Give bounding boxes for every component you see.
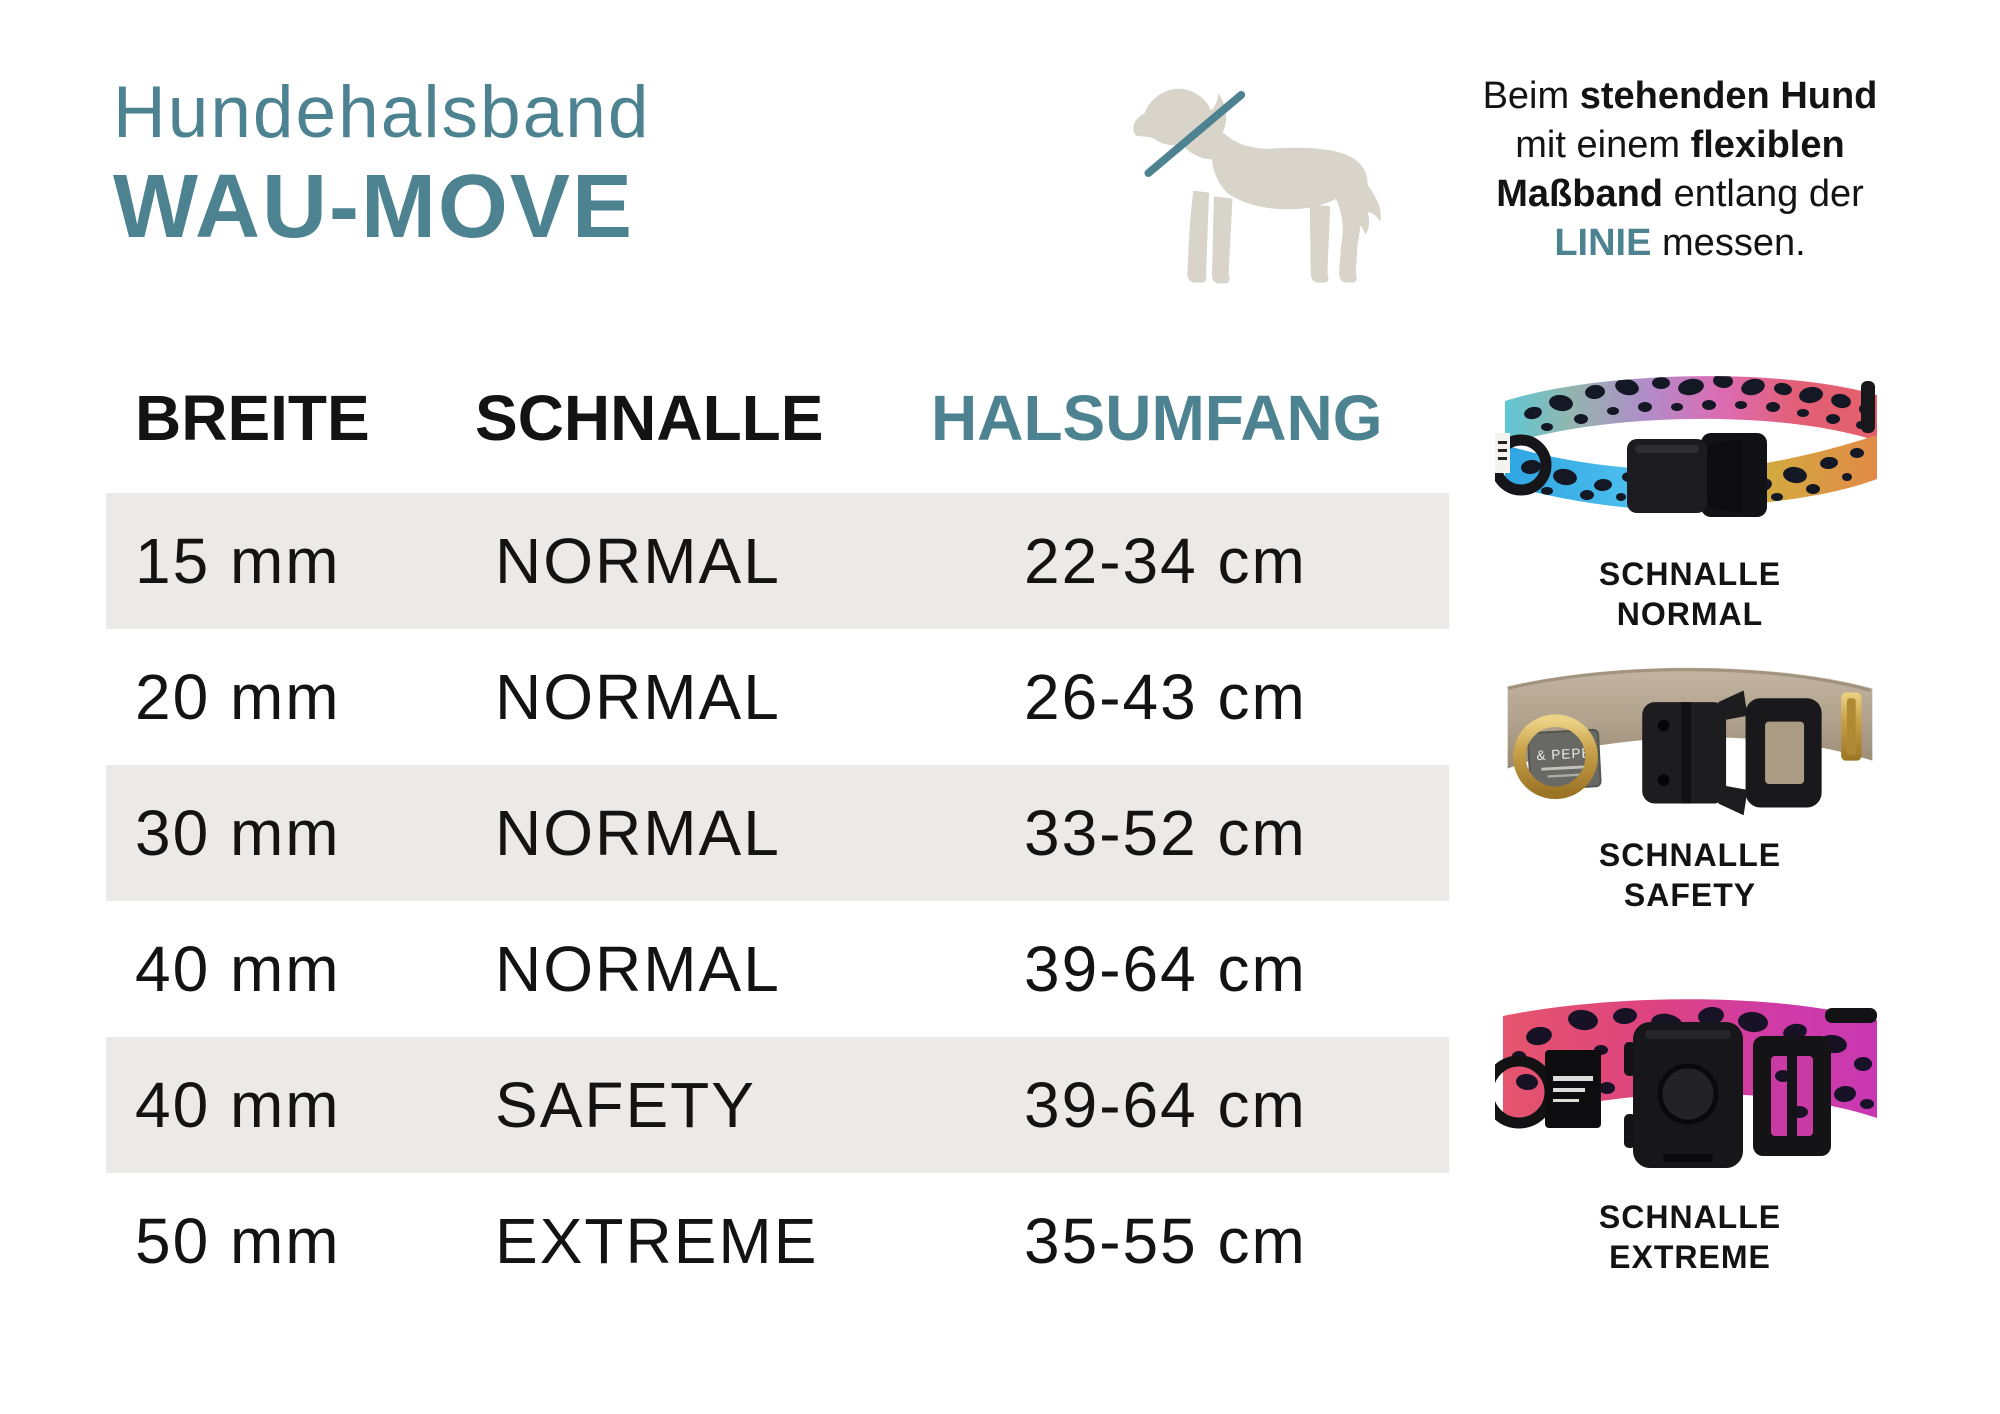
strap-slider xyxy=(1861,381,1875,433)
cell-breite: 40 mm xyxy=(135,1069,341,1141)
strap-slider xyxy=(1825,1008,1877,1023)
cell-halsumfang: 22-34 cm xyxy=(1024,525,1307,597)
cell-breite: 20 mm xyxy=(135,661,341,733)
table-row xyxy=(106,901,1449,1037)
collar-safety-image xyxy=(1495,630,1885,825)
cell-schnalle: NORMAL xyxy=(495,933,781,1005)
measure-instruction-line: Maßband entlang der xyxy=(1496,173,1864,215)
dog-front-leg xyxy=(1187,191,1209,283)
table-row xyxy=(106,493,1449,629)
cell-halsumfang: 35-55 cm xyxy=(1024,1205,1307,1277)
buckle-extreme-icon xyxy=(1624,1022,1831,1168)
cell-breite: 30 mm xyxy=(135,797,341,869)
cell-halsumfang: 39-64 cm xyxy=(1024,933,1307,1005)
cell-breite: 15 mm xyxy=(135,525,341,597)
measure-instruction-line: LINIE messen. xyxy=(1554,222,1806,264)
page-title-line2: WAU-MOVE xyxy=(113,157,634,257)
brand-tag-mark xyxy=(1498,457,1507,460)
dog-front-leg xyxy=(1212,197,1233,284)
brand-tag xyxy=(1495,433,1510,473)
cell-schnalle: NORMAL xyxy=(495,525,781,597)
header-breite: BREITE xyxy=(135,382,370,454)
product-figure-extreme xyxy=(1495,972,1885,1277)
table-row xyxy=(106,1173,1449,1309)
table-row xyxy=(106,629,1449,765)
cell-halsumfang: 33-52 cm xyxy=(1024,797,1307,869)
collar-extreme-image xyxy=(1495,972,1885,1187)
dog-hind-leg xyxy=(1310,204,1331,282)
brand-tag-mark xyxy=(1498,441,1507,444)
buckle-normal-icon xyxy=(1627,433,1767,517)
cell-schnalle: SAFETY xyxy=(495,1069,756,1141)
measure-instruction-line: Beim stehenden Hund xyxy=(1482,75,1878,117)
caption-line: EXTREME xyxy=(1609,1239,1771,1275)
caption-line: SCHNALLE xyxy=(1598,556,1782,592)
brand-tag xyxy=(1545,1050,1601,1128)
collar-normal-image xyxy=(1495,295,1885,550)
product-caption xyxy=(1495,835,1885,915)
product-figure-safety xyxy=(1495,630,1885,915)
cell-breite: 40 mm xyxy=(135,933,341,1005)
dog-measure-illustration xyxy=(1078,52,1430,300)
cell-breite: 50 mm xyxy=(135,1205,341,1277)
measure-instruction-line: mit einem flexiblen xyxy=(1515,124,1845,166)
gold-slider-inner xyxy=(1847,698,1856,755)
caption-line: SCHNALLE xyxy=(1598,837,1782,873)
measure-instruction xyxy=(1440,72,1920,268)
size-table-header-row xyxy=(106,382,1449,493)
cell-halsumfang: 39-64 cm xyxy=(1024,1069,1307,1141)
product-caption xyxy=(1495,1197,1885,1277)
cell-schnalle: EXTREME xyxy=(495,1205,819,1277)
cell-schnalle: NORMAL xyxy=(495,661,781,733)
caption-line: NORMAL xyxy=(1616,596,1764,632)
dog-hind-leg xyxy=(1335,193,1360,283)
caption-line: SAFETY xyxy=(1623,877,1757,913)
product-figure-normal xyxy=(1495,295,1885,634)
cell-schnalle: NORMAL xyxy=(495,797,781,869)
page-title xyxy=(113,72,651,257)
page-title-line1: Hundehalsband xyxy=(113,72,651,153)
product-caption xyxy=(1495,554,1885,634)
table-row xyxy=(106,1037,1449,1173)
cell-halsumfang: 26-43 cm xyxy=(1024,661,1307,733)
header-halsumfang: HALSUMFANG xyxy=(931,382,1383,454)
brand-tag-mark xyxy=(1498,449,1507,452)
buckle-safety-icon xyxy=(1642,690,1821,815)
size-table xyxy=(106,382,1449,1309)
header-schnalle: SCHNALLE xyxy=(475,382,824,454)
dog-silhouette-icon xyxy=(1078,52,1430,300)
table-row xyxy=(106,765,1449,901)
brand-tag-text: & PEPE xyxy=(1536,745,1592,764)
caption-line: SCHNALLE xyxy=(1598,1199,1782,1235)
